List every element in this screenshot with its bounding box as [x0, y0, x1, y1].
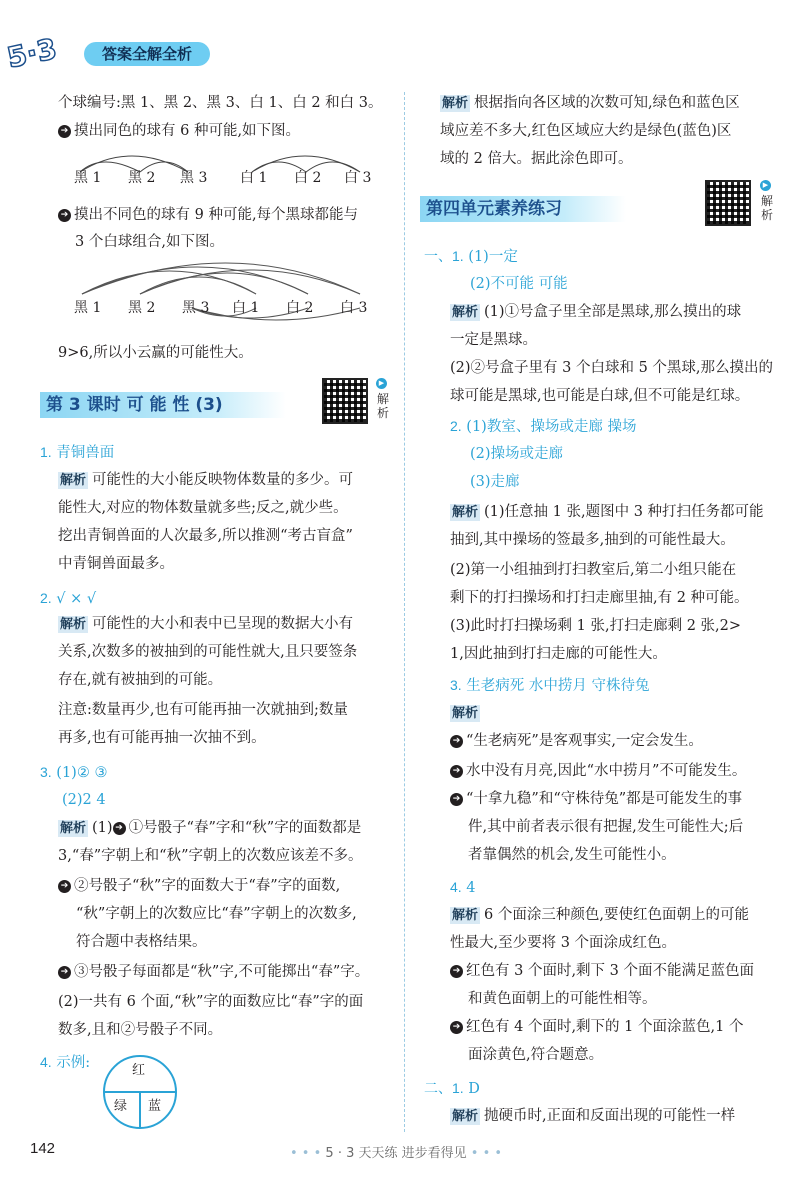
top-line: 域的 2 倍大。据此涂色即可。 — [440, 151, 633, 167]
analysis-tag: 解析 — [60, 821, 87, 836]
ball-label: 黑 2 — [128, 300, 156, 316]
ball-label: 黑 1 — [74, 170, 102, 186]
qr-code-icon[interactable] — [705, 180, 751, 226]
play-icon: ▶ — [376, 378, 387, 389]
q1-line: 中青铜兽面最多。 — [58, 556, 174, 572]
diff-color-arcs — [60, 258, 400, 328]
same-color-note: ➔ 摸出同色的球有 6 种可能,如下图。 — [58, 121, 300, 141]
ball-label: 白 3 — [344, 170, 372, 186]
s2-analysis: 解析 (1)任意抽 1 张,题图中 3 种打扫任务都可能 — [452, 504, 764, 520]
logo — [6, 32, 80, 76]
analysis-tag: 解析 — [452, 1109, 479, 1124]
q3-line: (2)一共有 6 个面,“秋”字的面数应比“春”字的面 — [58, 994, 364, 1010]
s1-line: 一定是黑球。 — [450, 332, 537, 348]
qr-code-icon[interactable] — [322, 378, 368, 424]
exercise-1-1: 一、1. (1)一定 — [424, 248, 518, 265]
s1-line: (2)②号盒子里有 3 个白球和 5 个黑球,那么摸出的 — [450, 360, 774, 376]
arrow-icon: ➔ — [450, 793, 463, 806]
arrow-icon: ➔ — [450, 765, 463, 778]
e1-analysis: 解析 抛硬币时,正面和反面出现的可能性一样 — [452, 1108, 736, 1124]
top-line: 域应差不多大,红色区域应大约是绿色(蓝色)区 — [440, 123, 732, 139]
analysis-tag: 解析 — [442, 96, 469, 111]
intro-text: 个球编号:黑 1、黑 2、黑 3、白 1、白 2 和白 3。 — [58, 95, 383, 111]
circle-label-top: 红 — [132, 1063, 146, 1078]
qr-label: 解析 — [760, 194, 773, 222]
exercise-2-1: 二、1. D — [424, 1080, 480, 1097]
question-4: 4. 示例: — [40, 1054, 91, 1071]
ball-label: 白 2 — [294, 170, 322, 186]
arrow-icon: ➔ — [450, 735, 463, 748]
ball-label: 黑 3 — [182, 300, 210, 316]
q3-answer-2: (2)2 4 — [62, 792, 106, 808]
s3-line: ➔ 水中没有月亮,因此“水中捞月”不可能发生。 — [450, 761, 746, 781]
conclusion-text: 9>6,所以小云赢的可能性大。 — [58, 345, 253, 361]
s3-line: ➔ “十拿九稳”和“守株待兔”都是可能发生的事 — [450, 789, 742, 809]
s2-answer-2: (2)操场或走廊 — [470, 446, 564, 462]
arrow-icon: ➔ — [58, 966, 71, 979]
exercise-1-2: 2. (1)教室、操场或走廊 操场 — [450, 418, 637, 435]
exercise-1-3: 3. 生老病死 水中捞月 守株待兔 — [450, 677, 650, 694]
analysis-tag: 解析 — [60, 617, 87, 632]
s4-analysis: 解析 6 个面涂三种颜色,要使红色面朝上的可能 — [452, 907, 749, 923]
q2-line: 关系,次数多的被抽到的可能性就大,且只要签条 — [58, 644, 358, 660]
s2-line: 剩下的打扫操场和打扫走廊里抽,有 2 种可能。 — [450, 590, 749, 606]
analysis-tag: 解析 — [452, 505, 479, 520]
q2-line: 再多,也有可能再抽一次抽不到。 — [58, 730, 266, 746]
s3-line: 者靠偶然的机会,发生可能性小。 — [468, 847, 676, 863]
s4-line: ➔ 红色有 4 个面时,剩下的 1 个面涂蓝色,1 个 — [450, 1017, 743, 1037]
s3-line: 件,其中前者表示很有把握,发生可能性大;后 — [468, 819, 744, 835]
q3-analysis: 解析 (1) ➔ ①号骰子“春”字和“秋”字的面数都是 — [60, 820, 362, 836]
q2-line: 存在,就有被抽到的可能。 — [58, 672, 223, 688]
column-divider — [404, 92, 405, 1132]
q3-line: ➔ ②号骰子“秋”字的面数大于“春”字的面数, — [58, 876, 340, 896]
q1-line: 能性大,对应的物体数量就多些;反之,就少些。 — [58, 500, 348, 516]
question-2: 2. √ × √ — [40, 590, 97, 607]
s4-line: ➔ 红色有 3 个面时,剩下 3 个面不能满足蓝色面 — [450, 961, 754, 981]
logo-icon — [6, 32, 80, 76]
header-title — [84, 42, 210, 66]
s4-line: 性最大,至少要将 3 个面涂成红色。 — [450, 935, 677, 951]
q1-line: 挖出青铜兽面的人次最多,所以推测“考古盲盒” — [58, 528, 353, 544]
q3-line: 数多,且和②号骰子不同。 — [58, 1022, 223, 1038]
svg-text:5·3: 5·3 — [6, 32, 60, 75]
s3-analysis — [450, 703, 484, 724]
ball-label: 黑 1 — [74, 300, 102, 316]
arrow-icon: ➔ — [450, 965, 463, 978]
q1-analysis: 解析 可能性的大小能反映物体数量的多少。可 — [60, 472, 354, 488]
ball-label: 黑 2 — [128, 170, 156, 186]
s2-line: (3)此时打扫操场剩 1 张,打扫走廊剩 2 张,2> — [450, 618, 742, 634]
s1-answer-2: (2)不可能 可能 — [470, 276, 568, 292]
analysis-tag: 解析 — [452, 908, 479, 923]
s1-analysis: 解析 (1)①号盒子里全部是黑球,那么摸出的球 — [452, 304, 742, 320]
q3-line: “秋”字朝上的次数应比“春”字朝上的次数多, — [76, 906, 357, 922]
arrow-icon: ➔ — [113, 822, 126, 835]
ball-label: 黑 3 — [180, 170, 208, 186]
q3-line: 3,“春”字朝上和“秋”字朝上的次数应该差不多。 — [58, 848, 363, 864]
arrow-icon: ➔ — [58, 125, 71, 138]
q2-analysis: 解析 可能性的大小和表中已呈现的数据大小有 — [60, 616, 354, 632]
footer-slogan: • • • 5 · 3 天天练 进步看得见 • • • — [290, 1146, 503, 1161]
diff-color-note: ➔ 摸出不同色的球有 9 种可能,每个黑球都能与 — [58, 205, 358, 225]
s4-line: 面涂黄色,符合题意。 — [468, 1047, 604, 1063]
s4-line: 和黄色面朝上的可能性相等。 — [468, 991, 657, 1007]
s2-answer-3: (3)走廊 — [470, 474, 520, 490]
circle-label-left: 绿 — [114, 1099, 128, 1114]
unit-title: 第四单元素养练习 — [420, 196, 626, 222]
ball-label: 白 2 — [286, 300, 314, 316]
page-number: 142 — [30, 1140, 56, 1157]
s2-line: 抽到,其中操场的签最多,抽到的可能性最大。 — [450, 532, 735, 548]
analysis-tag: 解析 — [452, 305, 479, 320]
same-color-arcs — [60, 146, 390, 180]
ball-label: 白 1 — [240, 170, 268, 186]
arrow-icon: ➔ — [58, 880, 71, 893]
header-title-text: 答案全解全析 — [101, 45, 192, 63]
s3-line: ➔ “生老病死”是客观事实,一定会发生。 — [450, 731, 703, 751]
exercise-1-4: 4. 4 — [450, 879, 476, 896]
section-title: 第 3 课时 可 能 性 (3) — [40, 392, 286, 418]
arrow-icon: ➔ — [58, 209, 71, 222]
analysis-tag: 解析 — [60, 473, 87, 488]
analysis-tag: 解析 — [452, 706, 479, 721]
s2-line: (2)第一小组抽到打扫教室后,第二小组只能在 — [450, 562, 737, 578]
qr-label: 解析 — [376, 392, 389, 420]
ball-label: 白 3 — [340, 300, 368, 316]
question-3: 3. (1)② ③ — [40, 764, 108, 781]
q2-line: 注意:数量再少,也有可能再抽一次就抽到;数量 — [58, 702, 348, 718]
q3-line: ➔ ③号骰子每面都是“秋”字,不可能掷出“春”字。 — [58, 962, 369, 982]
s1-line: 球可能是黑球,也可能是白球,但不可能是红球。 — [450, 388, 750, 404]
question-1: 1. 青铜兽面 — [40, 444, 115, 461]
top-analysis: 解析 根据指向各区域的次数可知,绿色和蓝色区 — [442, 95, 740, 111]
q3-line: 符合题中表格结果。 — [76, 934, 207, 950]
s2-line: 1,因此抽到打扫走廊的可能性大。 — [450, 646, 667, 662]
ball-label: 白 1 — [232, 300, 260, 316]
diff-color-note-2: 3 个白球组合,如下图。 — [75, 234, 224, 250]
arrow-icon: ➔ — [450, 1021, 463, 1034]
play-icon: ▶ — [760, 180, 771, 191]
circle-label-right: 蓝 — [148, 1099, 162, 1114]
